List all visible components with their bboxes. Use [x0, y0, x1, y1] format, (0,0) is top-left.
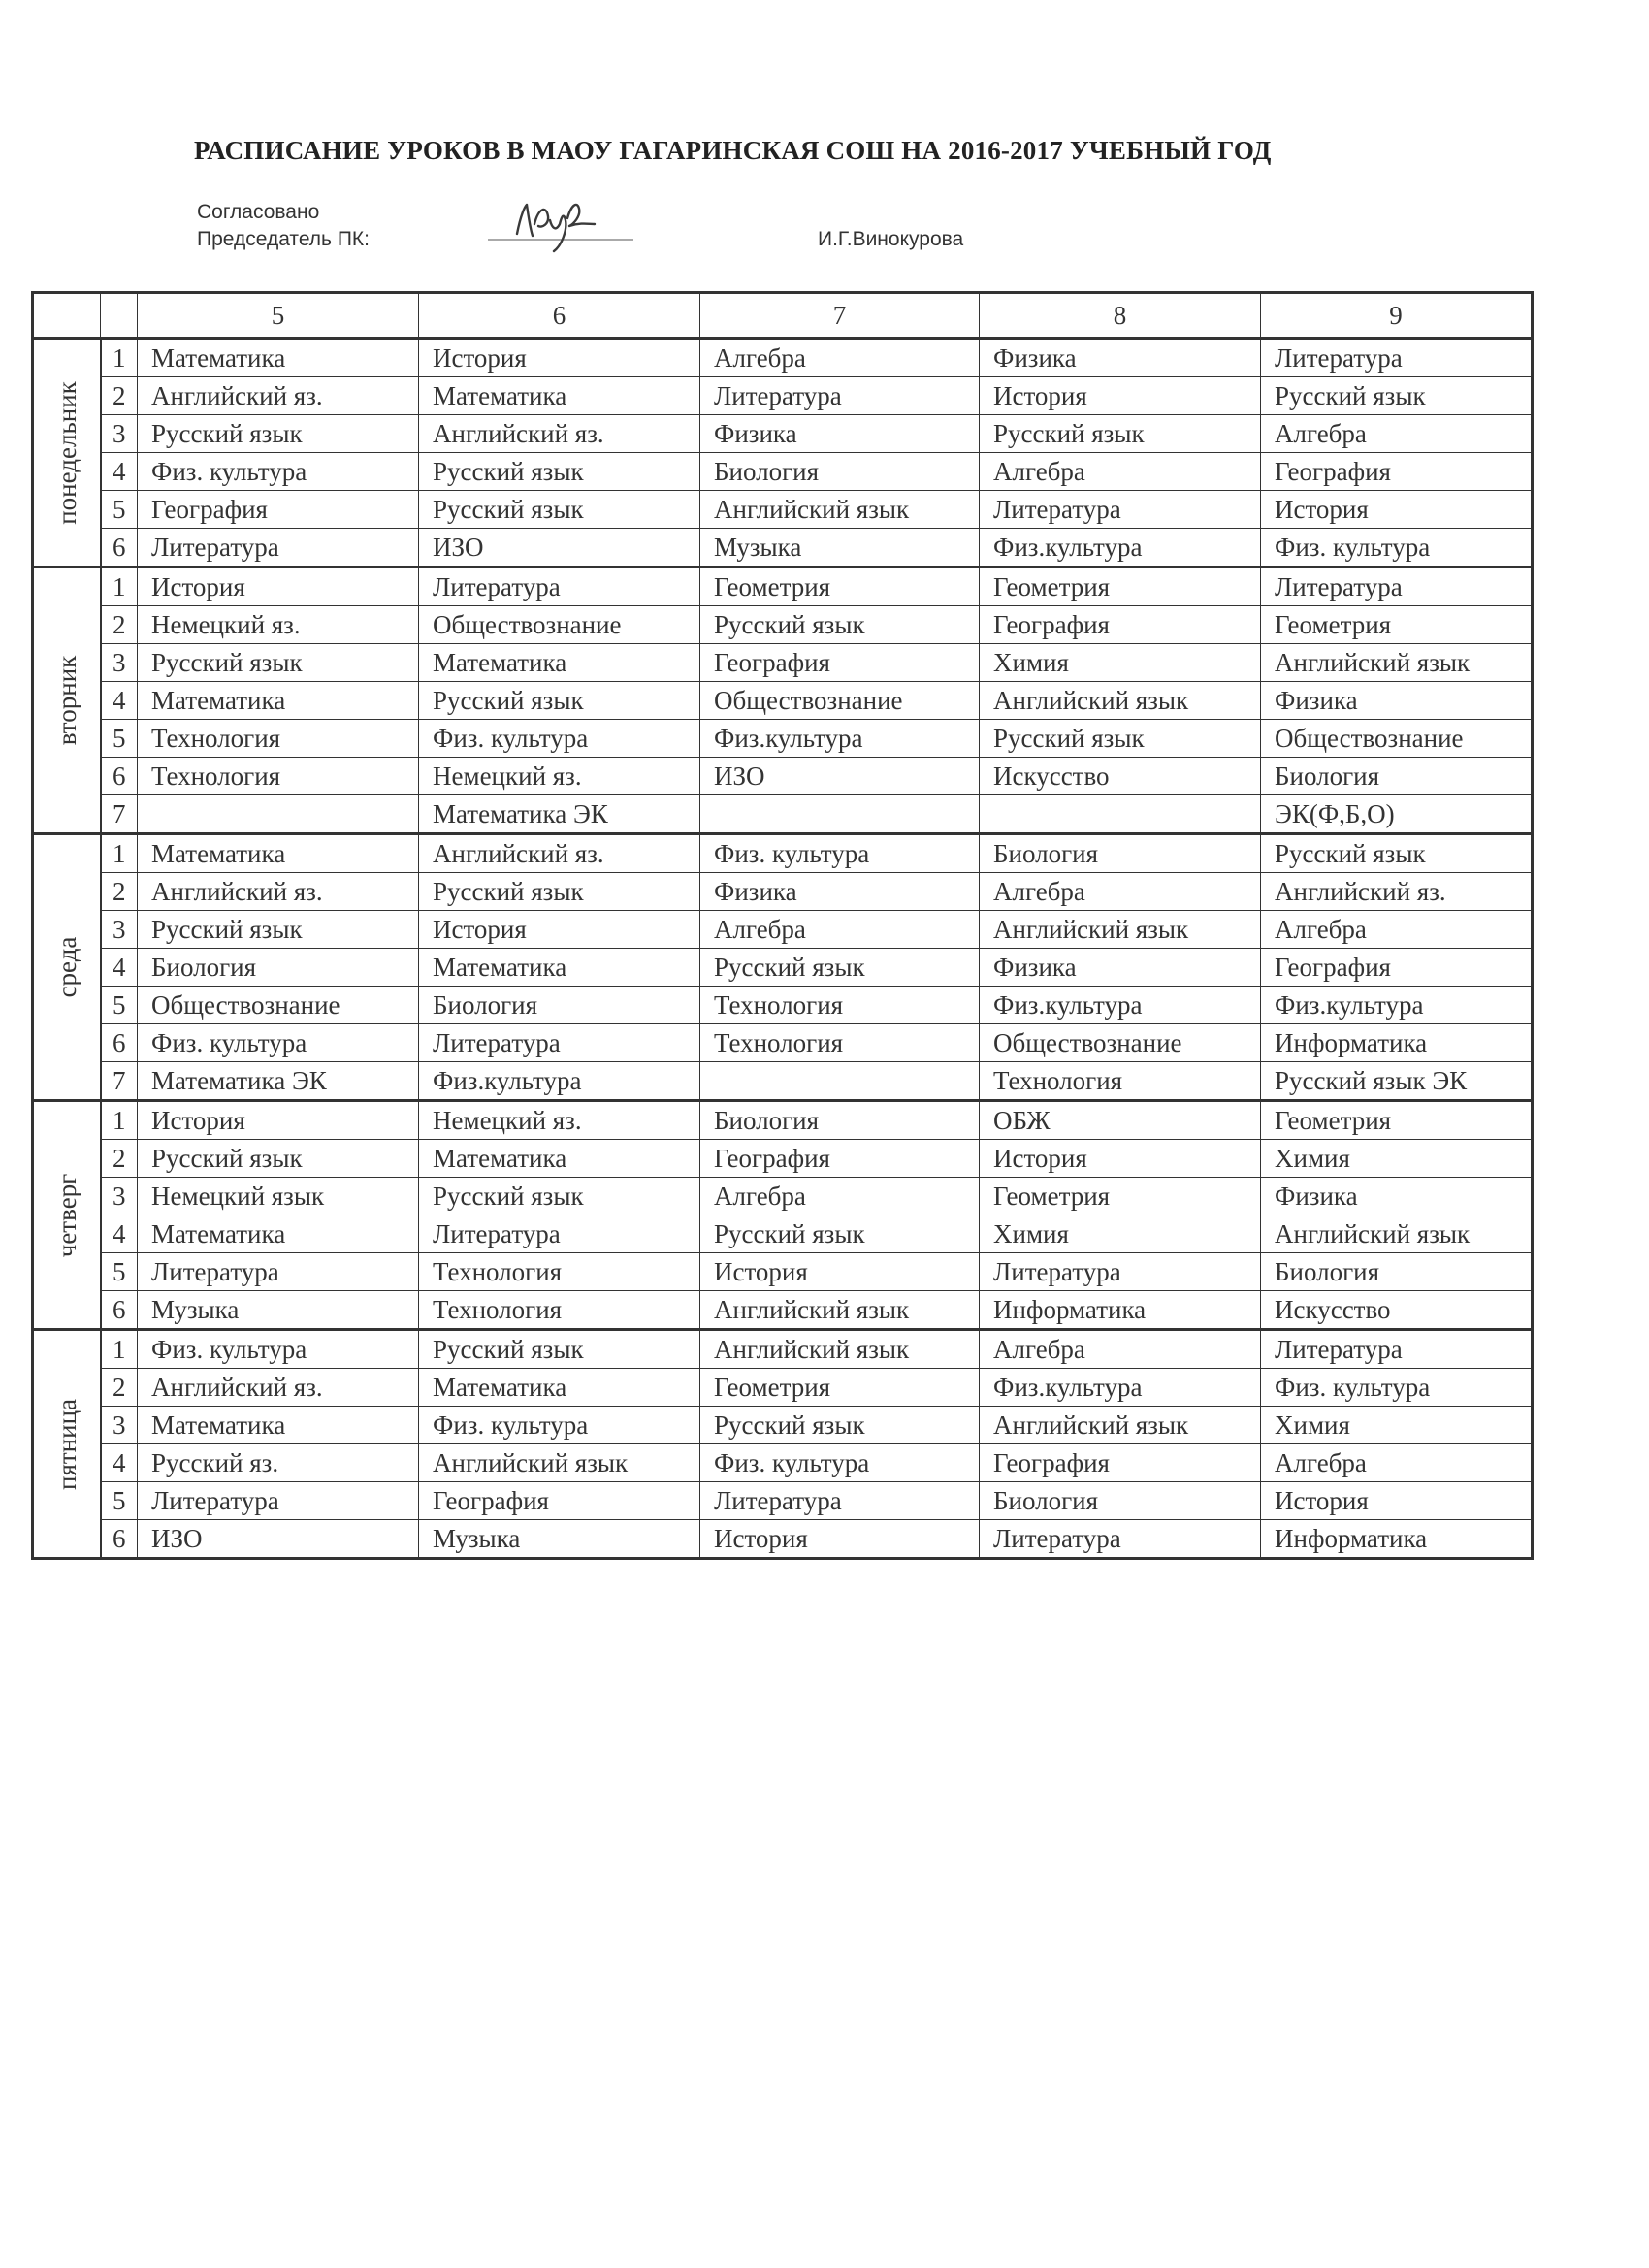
subject-cell: Английский язык: [980, 682, 1261, 720]
lesson-number: 6: [101, 529, 138, 567]
day-label-cell: [33, 567, 101, 834]
subject-cell: Литература: [419, 1215, 700, 1253]
subject-cell: Литература: [980, 491, 1261, 529]
table-row: [33, 1101, 1533, 1140]
subject-cell: Немецкий яз.: [138, 606, 419, 644]
lesson-number: 4: [101, 682, 138, 720]
subject-cell: Английский язык: [1261, 644, 1533, 682]
subject-cell: Литература: [419, 1024, 700, 1062]
subject-cell: Литература: [980, 1520, 1261, 1559]
subject-cell: Биология: [1261, 1253, 1533, 1291]
table-row: [33, 834, 1533, 873]
subject-cell: Русский язык: [980, 720, 1261, 758]
subject-cell: Математика: [138, 682, 419, 720]
lesson-number: 6: [101, 1291, 138, 1330]
subject-cell: Физ. культура: [138, 1024, 419, 1062]
subject-cell: География: [419, 1482, 700, 1520]
lesson-number: 7: [101, 795, 138, 834]
table-row: [33, 1330, 1533, 1369]
schedule-table: [31, 291, 1534, 1560]
table-row: [33, 682, 1533, 720]
subject-cell: Русский язык: [1261, 377, 1533, 415]
subject-cell: География: [1261, 453, 1533, 491]
table-row: [33, 1024, 1533, 1062]
table-row: [33, 644, 1533, 682]
subject-cell: Английский язык: [980, 911, 1261, 949]
subject-cell: Биология: [700, 1101, 980, 1140]
subject-cell: Обществознание: [138, 987, 419, 1024]
class-column-header: 5: [138, 293, 419, 339]
subject-cell: Русский язык: [700, 606, 980, 644]
table-row: [33, 1407, 1533, 1444]
subject-cell: Русский язык: [138, 1140, 419, 1178]
table-row: [33, 873, 1533, 911]
lesson-number: 5: [101, 1482, 138, 1520]
subject-cell: Русский язык: [700, 1215, 980, 1253]
day-label-cell: [33, 834, 101, 1101]
lesson-number-header: [101, 293, 138, 339]
table-row: [33, 795, 1533, 834]
subject-cell: Химия: [1261, 1407, 1533, 1444]
subject-cell: Обществознание: [419, 606, 700, 644]
subject-cell: Обществознание: [700, 682, 980, 720]
subject-cell: История: [138, 1101, 419, 1140]
subject-cell: ИЗО: [700, 758, 980, 795]
subject-cell: Английский язык: [419, 1444, 700, 1482]
approval-label: Согласовано: [197, 201, 320, 223]
subject-cell: История: [419, 339, 700, 377]
table-row: [33, 1215, 1533, 1253]
subject-cell: Информатика: [1261, 1024, 1533, 1062]
subject-cell: Обществознание: [1261, 720, 1533, 758]
lesson-number: 2: [101, 1140, 138, 1178]
subject-cell: История: [138, 567, 419, 606]
table-row: [33, 339, 1533, 377]
subject-cell: Русский язык ЭК: [1261, 1062, 1533, 1101]
subject-cell: Английский язык: [700, 491, 980, 529]
lesson-number: 5: [101, 720, 138, 758]
subject-cell: Технология: [419, 1253, 700, 1291]
lesson-number: 1: [101, 567, 138, 606]
subject-cell: Математика: [138, 1215, 419, 1253]
lesson-number: 1: [101, 834, 138, 873]
subject-cell: Литература: [138, 529, 419, 567]
subject-cell: Физика: [980, 949, 1261, 987]
subject-cell: Английский яз.: [419, 834, 700, 873]
table-row: [33, 415, 1533, 453]
subject-cell: История: [700, 1520, 980, 1559]
subject-cell: ЭК(Ф,Б,О): [1261, 795, 1533, 834]
subject-cell: Физ.культура: [980, 1369, 1261, 1407]
subject-cell: Физ. культура: [419, 1407, 700, 1444]
subject-cell: Математика: [419, 377, 700, 415]
subject-cell: Литература: [1261, 1330, 1533, 1369]
subject-cell: Биология: [419, 987, 700, 1024]
day-label-cell: [33, 339, 101, 567]
corner-cell: [33, 293, 101, 339]
subject-cell: Геометрия: [1261, 606, 1533, 644]
subject-cell: География: [138, 491, 419, 529]
table-row: [33, 1520, 1533, 1559]
lesson-number: 5: [101, 987, 138, 1024]
subject-cell: Физ. культура: [138, 453, 419, 491]
subject-cell: ИЗО: [138, 1520, 419, 1559]
subject-cell: География: [700, 1140, 980, 1178]
subject-cell: История: [700, 1253, 980, 1291]
table-row: [33, 1444, 1533, 1482]
subject-cell: Алгебра: [700, 911, 980, 949]
day-label: пятница: [51, 1398, 81, 1490]
subject-cell: Технология: [700, 1024, 980, 1062]
subject-cell: Литература: [1261, 339, 1533, 377]
header-row: [33, 293, 1533, 339]
lesson-number: 6: [101, 758, 138, 795]
subject-cell: Математика: [419, 644, 700, 682]
subject-cell: Литература: [138, 1482, 419, 1520]
subject-cell: География: [1261, 949, 1533, 987]
subject-cell: Физика: [700, 873, 980, 911]
subject-cell: Физ. культура: [419, 720, 700, 758]
subject-cell: История: [980, 377, 1261, 415]
subject-cell: Алгебра: [1261, 911, 1533, 949]
subject-cell: Физ.культура: [700, 720, 980, 758]
subject-cell: Биология: [1261, 758, 1533, 795]
subject-cell: Русский язык: [980, 415, 1261, 453]
subject-cell: Физ.культура: [1261, 987, 1533, 1024]
table-row: [33, 1253, 1533, 1291]
table-row: [33, 1062, 1533, 1101]
subject-cell: Химия: [1261, 1140, 1533, 1178]
subject-cell: Технология: [138, 758, 419, 795]
subject-cell: Английский яз.: [138, 377, 419, 415]
subject-cell: Алгебра: [700, 1178, 980, 1215]
subject-cell: ИЗО: [419, 529, 700, 567]
lesson-number: 5: [101, 491, 138, 529]
subject-cell: Геометрия: [1261, 1101, 1533, 1140]
subject-cell: Физ.культура: [980, 529, 1261, 567]
subject-cell: Английский яз.: [1261, 873, 1533, 911]
lesson-number: 2: [101, 377, 138, 415]
subject-cell: Биология: [980, 1482, 1261, 1520]
subject-cell: Английский яз.: [138, 1369, 419, 1407]
subject-cell: Физ. культура: [1261, 529, 1533, 567]
subject-cell: Химия: [980, 1215, 1261, 1253]
subject-cell: [980, 795, 1261, 834]
subject-cell: Английский язык: [700, 1330, 980, 1369]
chair-label: Председатель ПК:: [197, 228, 370, 250]
table-row: [33, 491, 1533, 529]
subject-cell: Английский язык: [700, 1291, 980, 1330]
subject-cell: Физика: [700, 415, 980, 453]
table-row: [33, 606, 1533, 644]
subject-cell: Литература: [1261, 567, 1533, 606]
subject-cell: География: [980, 606, 1261, 644]
day-label: вторник: [51, 655, 81, 746]
lesson-number: 2: [101, 606, 138, 644]
subject-cell: Геометрия: [700, 1369, 980, 1407]
lesson-number: 1: [101, 1101, 138, 1140]
subject-cell: Алгебра: [980, 1330, 1261, 1369]
subject-cell: Музыка: [419, 1520, 700, 1559]
subject-cell: Английский яз.: [138, 873, 419, 911]
table-row: [33, 758, 1533, 795]
table-row: [33, 1291, 1533, 1330]
subject-cell: История: [980, 1140, 1261, 1178]
subject-cell: Технология: [419, 1291, 700, 1330]
class-column-header: 8: [980, 293, 1261, 339]
subject-cell: Русский язык: [1261, 834, 1533, 873]
table-row: [33, 529, 1533, 567]
table-row: [33, 1140, 1533, 1178]
subject-cell: Биология: [138, 949, 419, 987]
subject-cell: Музыка: [138, 1291, 419, 1330]
subject-cell: Математика ЭК: [138, 1062, 419, 1101]
lesson-number: 6: [101, 1520, 138, 1559]
subject-cell: Музыка: [700, 529, 980, 567]
subject-cell: Физ. культура: [700, 834, 980, 873]
subject-cell: Немецкий яз.: [419, 1101, 700, 1140]
subject-cell: Геометрия: [700, 567, 980, 606]
lesson-number: 1: [101, 339, 138, 377]
subject-cell: Литература: [700, 377, 980, 415]
lesson-number: 3: [101, 1178, 138, 1215]
subject-cell: Английский язык: [980, 1407, 1261, 1444]
subject-cell: Литература: [980, 1253, 1261, 1291]
lesson-number: 7: [101, 1062, 138, 1101]
subject-cell: Математика: [419, 949, 700, 987]
subject-cell: Литература: [138, 1253, 419, 1291]
table-row: [33, 1369, 1533, 1407]
subject-cell: Биология: [980, 834, 1261, 873]
table-row: [33, 720, 1533, 758]
table-row: [33, 377, 1533, 415]
lesson-number: 3: [101, 644, 138, 682]
lesson-number: 3: [101, 1407, 138, 1444]
lesson-number: 3: [101, 911, 138, 949]
subject-cell: Русский язык: [138, 911, 419, 949]
subject-cell: Литература: [419, 567, 700, 606]
subject-cell: Информатика: [980, 1291, 1261, 1330]
day-label: понедельник: [51, 380, 81, 525]
subject-cell: Искусство: [980, 758, 1261, 795]
subject-cell: Геометрия: [980, 1178, 1261, 1215]
chair-name: И.Г.Винокурова: [818, 228, 964, 250]
subject-cell: Русский язык: [419, 453, 700, 491]
lesson-number: 4: [101, 949, 138, 987]
table-row: [33, 567, 1533, 606]
subject-cell: География: [700, 644, 980, 682]
subject-cell: Искусство: [1261, 1291, 1533, 1330]
lesson-number: 1: [101, 1330, 138, 1369]
subject-cell: История: [1261, 1482, 1533, 1520]
day-label: четверг: [51, 1173, 81, 1257]
subject-cell: Немецкий язык: [138, 1178, 419, 1215]
day-label-cell: [33, 1330, 101, 1559]
lesson-number: 4: [101, 453, 138, 491]
lesson-number: 6: [101, 1024, 138, 1062]
lesson-number: 5: [101, 1253, 138, 1291]
subject-cell: Математика: [419, 1369, 700, 1407]
subject-cell: Физ.культура: [980, 987, 1261, 1024]
subject-cell: Геометрия: [980, 567, 1261, 606]
subject-cell: Физика: [1261, 682, 1533, 720]
subject-cell: Технология: [700, 987, 980, 1024]
subject-cell: Алгебра: [1261, 1444, 1533, 1482]
subject-cell: Биология: [700, 453, 980, 491]
subject-cell: Математика: [138, 339, 419, 377]
subject-cell: Технология: [980, 1062, 1261, 1101]
table-row: [33, 453, 1533, 491]
subject-cell: Технология: [138, 720, 419, 758]
subject-cell: Физика: [1261, 1178, 1533, 1215]
chair-row: [197, 226, 963, 253]
subject-cell: [700, 795, 980, 834]
subject-cell: Физика: [980, 339, 1261, 377]
approval-block: [197, 199, 963, 253]
subject-cell: Физ. культура: [138, 1330, 419, 1369]
day-label: среда: [51, 936, 81, 998]
subject-cell: Русский язык: [700, 1407, 980, 1444]
subject-cell: История: [1261, 491, 1533, 529]
lesson-number: 4: [101, 1444, 138, 1482]
table-row: [33, 1178, 1533, 1215]
subject-cell: Информатика: [1261, 1520, 1533, 1559]
lesson-number: 2: [101, 1369, 138, 1407]
table-row: [33, 987, 1533, 1024]
subject-cell: Обществознание: [980, 1024, 1261, 1062]
subject-cell: Математика: [138, 834, 419, 873]
class-column-header: 6: [419, 293, 700, 339]
subject-cell: История: [419, 911, 700, 949]
subject-cell: Алгебра: [1261, 415, 1533, 453]
table-row: [33, 911, 1533, 949]
subject-cell: Русский язык: [700, 949, 980, 987]
subject-cell: Русский язык: [419, 491, 700, 529]
subject-cell: Русский язык: [419, 682, 700, 720]
subject-cell: Математика: [419, 1140, 700, 1178]
subject-cell: Математика ЭК: [419, 795, 700, 834]
subject-cell: Алгебра: [700, 339, 980, 377]
subject-cell: Русский язык: [419, 873, 700, 911]
class-column-header: 9: [1261, 293, 1533, 339]
subject-cell: Русский яз.: [138, 1444, 419, 1482]
subject-cell: География: [980, 1444, 1261, 1482]
subject-cell: Химия: [980, 644, 1261, 682]
day-label-cell: [33, 1101, 101, 1330]
subject-cell: Русский язык: [419, 1330, 700, 1369]
subject-cell: [138, 795, 419, 834]
subject-cell: Литература: [700, 1482, 980, 1520]
subject-cell: Алгебра: [980, 873, 1261, 911]
subject-cell: Физ. культура: [1261, 1369, 1533, 1407]
class-column-header: 7: [700, 293, 980, 339]
subject-cell: ОБЖ: [980, 1101, 1261, 1140]
table-row: [33, 949, 1533, 987]
subject-cell: Физ.культура: [419, 1062, 700, 1101]
subject-cell: Английский яз.: [419, 415, 700, 453]
subject-cell: Русский язык: [138, 644, 419, 682]
page-title: РАСПИСАНИЕ УРОКОВ В МАОУ ГАГАРИНСКАЯ СОШ НА 2016-2017 УЧЕБНЫЙ ГОД: [194, 136, 1272, 165]
table-row: [33, 1482, 1533, 1520]
lesson-number: 4: [101, 1215, 138, 1253]
subject-cell: Физ. культура: [700, 1444, 980, 1482]
subject-cell: Алгебра: [980, 453, 1261, 491]
subject-cell: Математика: [138, 1407, 419, 1444]
signature-image: [488, 195, 701, 253]
subject-cell: Русский язык: [419, 1178, 700, 1215]
lesson-number: 3: [101, 415, 138, 453]
subject-cell: Английский язык: [1261, 1215, 1533, 1253]
subject-cell: Немецкий яз.: [419, 758, 700, 795]
subject-cell: [700, 1062, 980, 1101]
subject-cell: Русский язык: [138, 415, 419, 453]
lesson-number: 2: [101, 873, 138, 911]
